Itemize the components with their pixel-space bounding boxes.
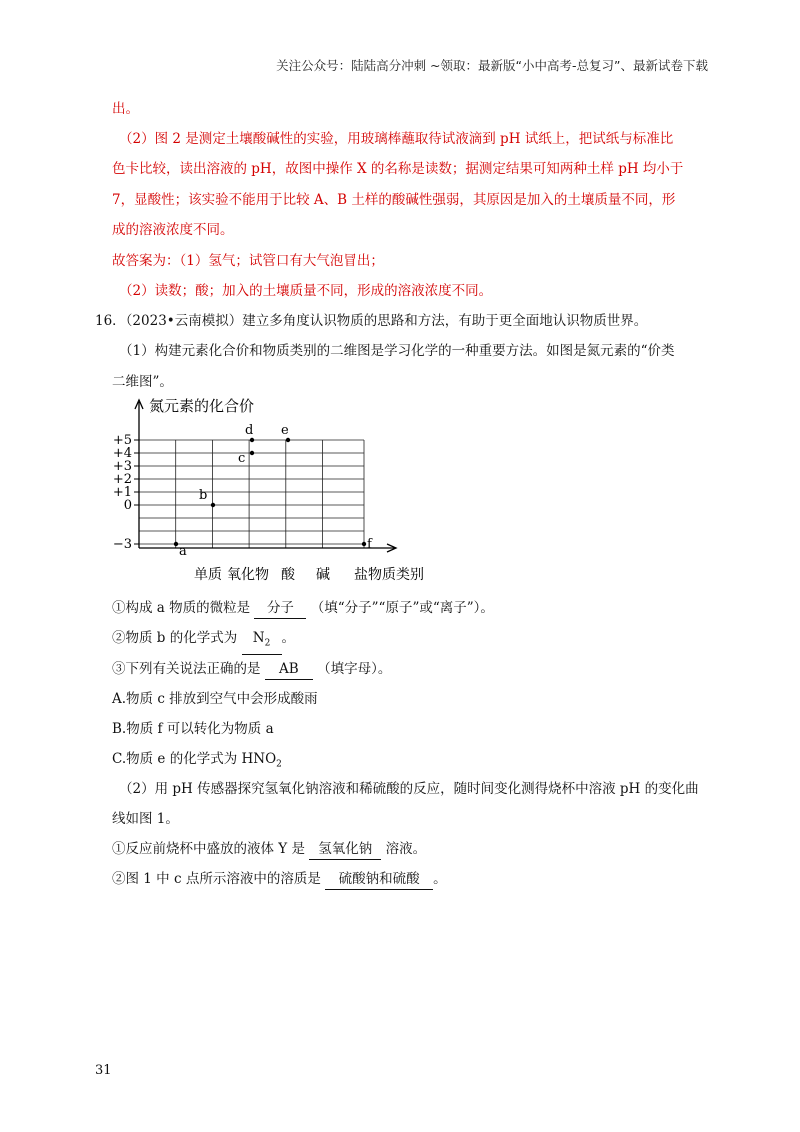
q16-part2-line2: 线如图 1。	[112, 811, 179, 827]
q16-sub3-prompt: ③下列有关说法正确的是	[112, 661, 261, 677]
q16-sub2-end: 。	[281, 630, 296, 646]
chart-y-ticks	[113, 433, 139, 552]
solution-line-5: 成的溶液浓度不同。	[112, 222, 234, 238]
q16-part2-sub2-answer: 硫酸钠和硫酸	[325, 869, 433, 890]
q16-sub1-prompt: ①构成 a 物质的微粒是	[112, 600, 251, 616]
y-tick-label: 0	[123, 498, 132, 513]
q16-sub2-answer: $N_2$	[242, 628, 282, 655]
chart-axes	[135, 400, 396, 552]
page-number: 31	[95, 1063, 112, 1078]
q16-sub1	[112, 598, 494, 619]
solution-line-1: 出。	[112, 101, 139, 117]
solution-line-2: （2）图 2 是测定土壤酸碱性的实验，用玻璃棒蘸取待试液滴到 pH 试纸上，把试纸与标准比	[119, 131, 674, 147]
x-category-label: 氧化物	[227, 567, 269, 583]
page-header: 关注公众号：陆陆高分冲刺 ~领取：最新版“小中高考-总复习”、最新试卷下载	[276, 58, 708, 73]
x-category-label: 盐	[354, 567, 368, 583]
y-tick-label: +4	[112, 446, 132, 461]
q16-part2-sub2-prompt: ②图 1 中 c 点所示溶液中的溶质是	[112, 871, 321, 887]
question-16-title: 16．（2023•云南模拟）建立多角度认识物质的思路和方法，有助于更全面地认识物质世界。	[95, 313, 648, 329]
chart-y-axis-title: 氮元素的化合价	[149, 397, 255, 415]
q16-sub2	[112, 628, 295, 655]
data-point-f	[362, 542, 366, 546]
data-point-label-a: a	[179, 544, 187, 559]
data-point-b	[211, 503, 215, 507]
chart-points	[174, 423, 373, 559]
q16-sub1-answer: 分子	[254, 598, 306, 619]
data-point-d	[250, 438, 254, 442]
chart-x-axis-title: 物质类别	[368, 567, 424, 583]
option-a: A.物质 c 排放到空气中会形成酸雨	[112, 691, 318, 707]
x-category-label: 碱	[316, 567, 330, 583]
data-point-label-b: b	[199, 488, 208, 503]
q16-part1-line2: 二维图”。	[112, 374, 173, 390]
y-tick-label: −3	[112, 537, 132, 552]
option-c: C.物质 e 的化学式为 $HNO_2$	[112, 751, 282, 770]
y-tick-label: +2	[112, 472, 132, 487]
valence-category-chart	[105, 392, 465, 592]
x-category-label: 酸	[281, 567, 295, 583]
data-point-c	[250, 451, 254, 455]
q16-part1-line1: （1）构建元素化合价和物质类别的二维图是学习化学的一种重要方法。如图是氮元素的“价类	[119, 343, 675, 359]
data-point-label-e: e	[281, 423, 289, 438]
data-point-e	[286, 438, 290, 442]
data-point-label-f: f	[367, 537, 372, 552]
q16-part2-sub2	[112, 869, 447, 890]
q16-sub3	[112, 659, 391, 680]
option-b: B.物质 f 可以转化为物质 a	[112, 721, 274, 737]
q16-sub1-hint: （填“分子”“原子”或“离子”）。	[310, 600, 494, 616]
solution-line-3: 色卡比较，读出溶液的 pH，故图中操作 X 的名称是读数；据测定结果可知两种土样 pH 均小于	[112, 161, 684, 177]
q16-part2-sub1-end: 溶液。	[385, 841, 427, 857]
y-tick-label: +5	[112, 433, 132, 448]
chart-grid	[139, 440, 364, 548]
q16-part2-sub1	[112, 839, 426, 860]
answer-line-1: 故答案为：（1）氢气；试管口有大气泡冒出；	[112, 253, 384, 269]
x-category-label: 单质	[194, 567, 222, 583]
data-point-a	[174, 542, 178, 546]
data-point-label-c: c	[238, 451, 246, 466]
q16-sub2-prompt: ②物质 b 的化学式为	[112, 630, 238, 646]
q16-part2-sub1-answer: 氢氧化钠	[309, 839, 381, 860]
data-point-label-d: d	[245, 423, 254, 438]
q16-part2-sub1-prompt: ①反应前烧杯中盛放的液体 Y 是	[112, 841, 305, 857]
answer-line-2: （2）读数；酸；加入的土壤质量不同，形成的溶液浓度不同。	[119, 283, 493, 299]
solution-line-4: 7，显酸性；该实验不能用于比较 A、B 土样的酸碱性强弱，其原因是加入的土壤质量不同，形	[112, 192, 676, 208]
y-tick-label: +3	[112, 459, 132, 474]
q16-part2-line1: （2）用 pH 传感器探究氢氧化钠溶液和稀硫酸的反应，随时间变化测得烧杯中溶液 pH 的变化曲	[119, 781, 699, 797]
q16-sub3-answer: AB	[265, 659, 313, 680]
chart-x-categories	[194, 566, 368, 583]
q16-part2-sub2-end: 。	[433, 871, 447, 887]
q16-sub3-hint: （填字母）。	[317, 661, 392, 677]
y-tick-label: +1	[112, 485, 132, 500]
